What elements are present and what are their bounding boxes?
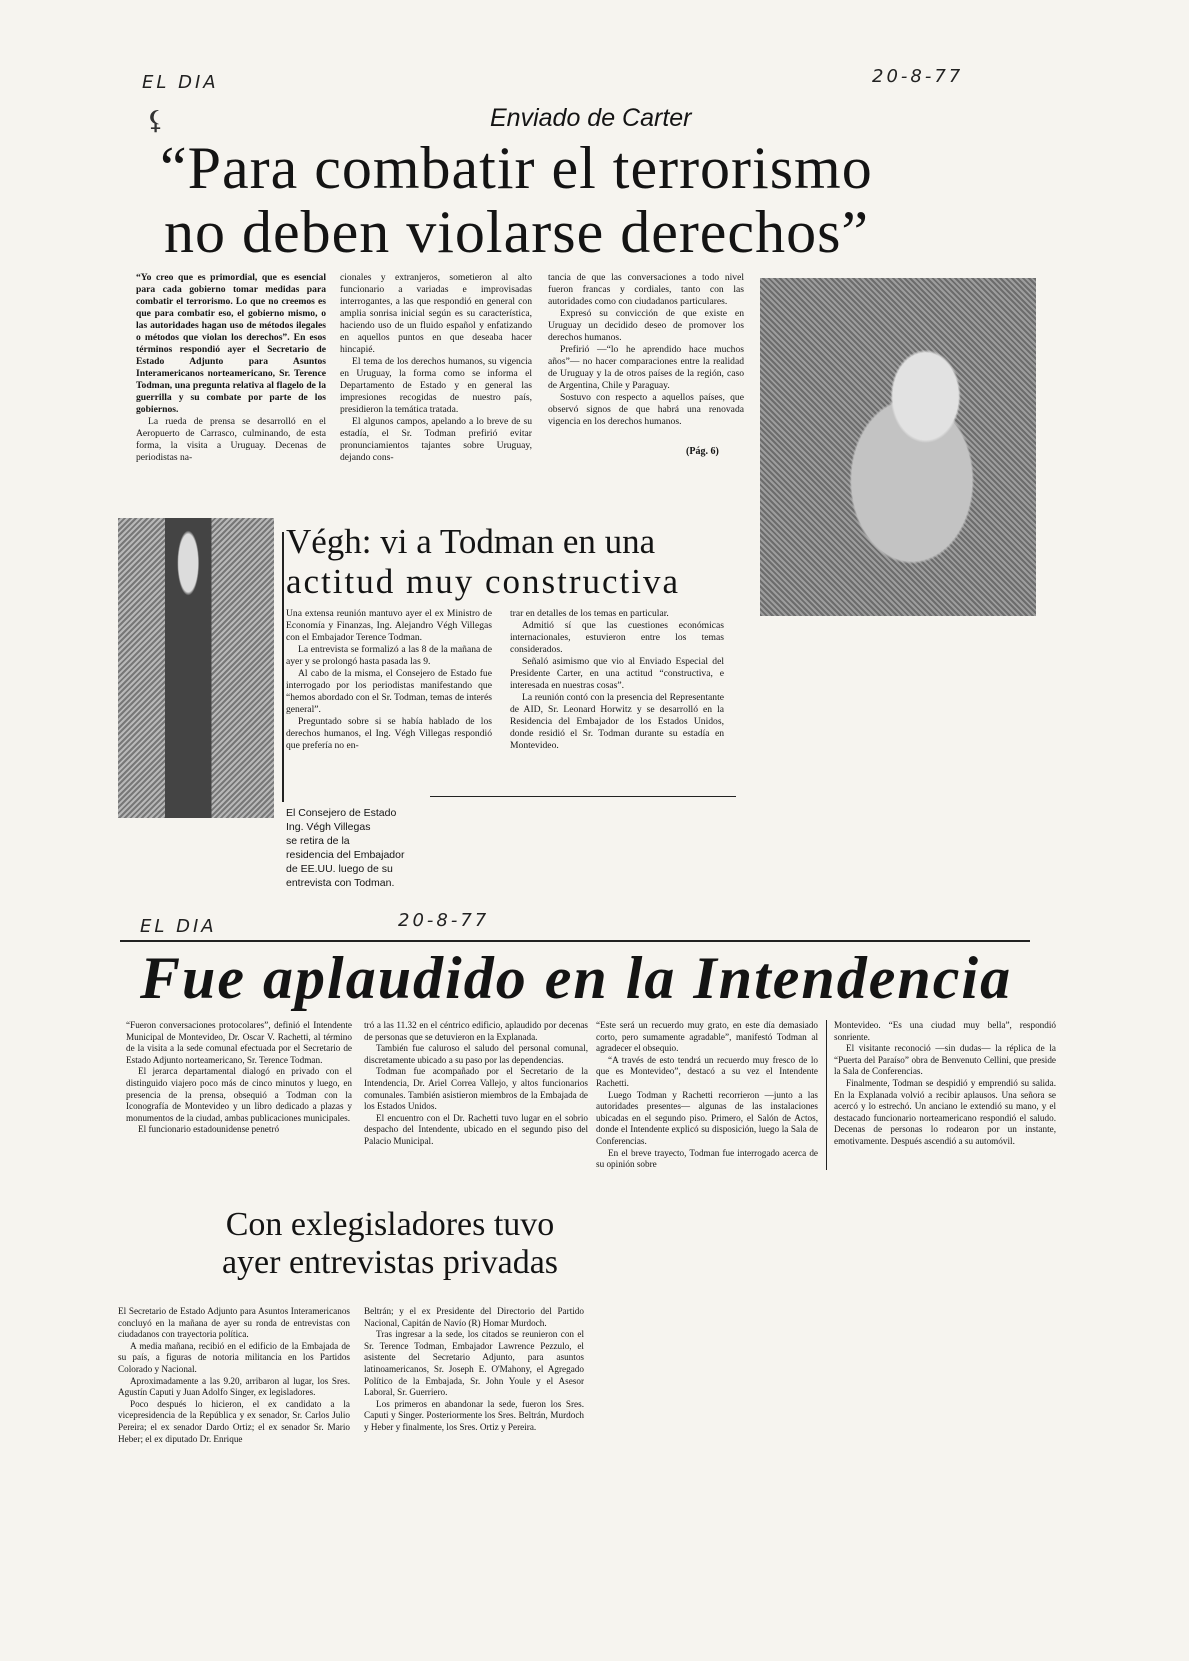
caption-line: El Consejero de Estado: [286, 807, 397, 819]
paragraph: En el breve trayecto, Todman fue interrogado acerca de su opinión sobre: [596, 1147, 818, 1170]
paragraph: Tras ingresar a la sede, los citados se reunieron con el Sr. Terence Todman, Embajador Lawrence Pezzulo, el asistente del Secretario Adjunto, para asuntos latinoamericanos, Sr. Joseph E. O'Mahony, el Agregado Político de la Embajada, Sr. John Youle y el Asesor Laboral, Sr. Guerriero.: [364, 1329, 584, 1398]
paragraph: Luego Todman y Rachetti recorrieron —junto a las autoridades presentes— algunas de las instalaciones ubicadas en el segundo piso. Primero, el Salón de Actos, donde el Intendente explicó su disposición, luego la Sala de Conferencias.: [596, 1089, 818, 1146]
handwritten-paper-name: EL DIA: [140, 916, 217, 937]
paragraph: Prefirió —“lo he aprendido hace muchos años”— no hacer comparaciones entre la realidad de Uruguay y la de otros países de la región, caso de Argentina, Chile y Paraguay.: [548, 344, 744, 391]
rule: [120, 940, 1030, 942]
paragraph: Aproximadamente a las 9.20, arribaron al lugar, los Sres. Agustín Caputi y Juan Adolfo Singer, ex legisladores.: [118, 1375, 350, 1398]
intendencia-column-2: [364, 1020, 588, 1148]
handwritten-date: 20-8-77: [398, 910, 490, 931]
paragraph: Una extensa reunión mantuvo ayer el ex Ministro de Economía y Finanzas, Ing. Alejandro Végh Villegas con el Embajador Terence Todman.: [286, 608, 492, 643]
rule: [430, 796, 736, 797]
page-reference: (Pág. 6): [686, 446, 719, 457]
paragraph: La reunión contó con la presencia del Representante de AID, Sr. Leonard Horwitz y se desarrolló en la Residencia del Embajador de los Estados Unidos, donde residió el Sr. Todman durante su estadía en Montevideo.: [510, 692, 724, 751]
paragraph: El funcionario estadounidense penetró: [138, 1124, 280, 1135]
headline-2: Fue aplaudido en la Intendencia: [140, 945, 1013, 1011]
paragraph: El Secretario de Estado Adjunto para Asuntos Interamericanos concluyó en la mañana de ayer su ronda de entrevistas con ciudadanos con trayectoria política.: [118, 1306, 350, 1340]
caption-line: entrevista con Todman.: [286, 877, 395, 889]
paragraph: “Este será un recuerdo muy grato, en este día demasiado corto, pero sumamente agradable”, manifestó Todman al agradecer el obsequio.: [596, 1020, 818, 1054]
headline-3-line-2: ayer entrevistas privadas: [221, 1244, 559, 1281]
paragraph: “A través de esto tendrá un recuerdo muy fresco de lo que es Montevideo”, destacó a su vez el Intendente Rachetti.: [596, 1054, 818, 1088]
paragraph: El encuentro con el Dr. Rachetti tuvo lugar en el sobrio despacho del Intendente, ubicado en el segundo piso del Palacio Municipal.: [364, 1112, 588, 1146]
photo-vegh: [118, 518, 274, 818]
paragraph: Expresó su convicción de que existe en Uruguay un decidido deseo de promover los derechos humanos.: [548, 308, 744, 343]
paragraph: trar en detalles de los temas en particular.: [510, 608, 669, 619]
paragraph: Los primeros en abandonar la sede, fueron los Sres. Caputi y Singer. Posteriormente los Sres. Beltrán, Murdoch y Heber y finalmente, los Sres. Ortiz y Pereira.: [364, 1398, 584, 1432]
vegh-headline-line-1: Végh: vi a Todman en una: [286, 522, 656, 561]
kicker: Enviado de Carter: [490, 104, 692, 132]
handwritten-paper-name: EL DIA: [142, 72, 219, 93]
intendencia-column-4: [834, 1020, 1056, 1148]
paragraph: Preguntado sobre si se había hablado de los derechos humanos, el Ing. Végh Villegas respondió que prefería no en-: [286, 716, 492, 751]
paragraph: Beltrán; y el ex Presidente del Directorio del Partido Nacional, Capitán de Navío (R) Homar Murdoch.: [364, 1306, 584, 1328]
caption-line: Ing. Végh Villegas: [286, 821, 371, 833]
article-column-2: [340, 272, 532, 464]
paragraph: Al cabo de la misma, el Consejero de Estado fue interrogado por los periodistas manifestando que “hemos abordado con el Sr. Todman, temas de interés general”.: [286, 668, 492, 715]
paragraph: El jerarca departamental dialogó en privado con el distinguido viajero poco más de cinco minutos y luego, en presencia de la prensa, obsequió a Todman con la Iconografía de Montevideo y un libro dedicado a plazas y monumentos de la ciudad, ambas publicaciones municipales.: [126, 1066, 352, 1123]
photo-caption: [286, 806, 404, 890]
vegh-column-2: [510, 608, 724, 752]
intendencia-column-3: [596, 1020, 818, 1171]
article-column-1: [136, 272, 326, 464]
vegh-headline: [286, 522, 736, 602]
article-column-3: [548, 272, 744, 428]
paragraph: La rueda de prensa se desarrolló en el Aeropuerto de Carrasco, culminando, de esta forma, la visita a Uruguay. Decenas de periodistas na-: [136, 416, 326, 463]
caption-line: residencia del Embajador: [286, 849, 405, 861]
paragraph: La entrevista se formalizó a las 8 de la mañana de ayer y se prolongó hasta pasada las 9.: [286, 644, 492, 667]
column-rule: [282, 532, 284, 802]
headline-line-1: “Para combatir el terrorismo: [160, 135, 873, 201]
intendencia-column-1: [126, 1020, 352, 1136]
headline-line-2: no deben violarse derechos”: [164, 199, 870, 265]
paragraph: A media mañana, recibió en el edificio de la Embajada de su país, a figuras de notoria militancia en los Partidos Colorado y Nacional.: [118, 1340, 350, 1374]
exlegisladores-column-2: [364, 1306, 584, 1434]
caption-line: se retira de la: [286, 835, 350, 847]
paragraph: “Fueron conversaciones protocolares”, definió el Intendente Municipal de Montevideo, Dr. Oscar V. Rachetti, al término de la visita a la sede comunal efectuada por el Secretario de Estado Adjunto norteamericano, Sr. Terence Todman.: [126, 1020, 352, 1065]
paragraph: El algunos campos, apelando a lo breve de su estadía, el Sr. Todman prefirió evitar pronunciamientos tajantes sobre Uruguay, dejando cons-: [340, 416, 532, 463]
paragraph: tancia de que las conversaciones a todo nivel fueron francas y cordiales, tanto con las autoridades como con ciudadanos particulares.: [548, 272, 744, 307]
column-rule: [826, 1020, 827, 1170]
handwritten-mark: ⚸: [146, 106, 166, 136]
paragraph: Montevideo. “Es una ciudad muy bella”, respondió sonriente.: [834, 1020, 1056, 1042]
vegh-headline-line-2: actitud muy constructiva: [286, 562, 681, 601]
paragraph: Admitió sí que las cuestiones económicas internacionales, estuvieron entre los temas considerados.: [510, 620, 724, 655]
paragraph: El tema de los derechos humanos, su vigencia en Uruguay, la forma como se informa el Departamento de Estado y en general las impresiones recogidas de nuestro país, presidieron la temática tratada.: [340, 356, 532, 415]
headline-3: [180, 1206, 600, 1282]
photo-todman: [760, 278, 1036, 616]
paragraph: Todman fue acompañado por el Secretario de la Intendencia, Dr. Ariel Correa Vallejo, y altos funcionarios comunales. También asistieron miembros de la Embajada de los Estados Unidos.: [364, 1066, 588, 1112]
paragraph: “Yo creo que es primordial, que es esencial para cada gobierno tomar medidas para combatir el terrorismo. Lo que no creemos es que para combatir eso, el gobierno mismo, o las autoridades hagan uso de métodos ilegales o métodos que violan los derechos”. En esos términos respondió ayer el Secretario de Estado Adjunto para Asuntos Interamericanos norteamericano, Sr. Terence Todman, una pregunta relativa al flagelo de la guerrilla y su combate por parte de los gobiernos.: [136, 272, 326, 415]
handwritten-date: 20-8-77: [872, 66, 964, 87]
headline: [160, 136, 1040, 264]
headline-3-line-1: Con exlegisladores tuvo: [225, 1206, 555, 1243]
paragraph: Poco después lo hicieron, el ex candidato a la vicepresidencia de la República y ex senador, Sr. Carlos Julio Pereira; el ex senador Dardo Ortiz; el ex senador Sr. Mario Heber; el ex diputado Dr. Enrique: [118, 1398, 350, 1444]
vegh-column-1: [286, 608, 492, 752]
paragraph: Sostuvo con respecto a aquellos países, que observó signos de que habrá una renovada vigencia en los derechos humanos.: [548, 392, 744, 427]
paragraph: El visitante reconoció —sin dudas— la réplica de la “Puerta del Paraíso” obra de Benvenuto Cellini, que preside la Sala de Conferencias.: [834, 1043, 1056, 1077]
paragraph: cionales y extranjeros, sometieron al alto funcionario a variadas e improvisadas interrogantes, a las que respondió en general con amplia sonrisa inicial según es su característica, haciendo uso de un fluido español y enfatizando en aquellos puntos en que deseaba hacer hincapié.: [340, 272, 532, 355]
paragraph: Finalmente, Todman se despidió y emprendió su salida. En la Explanada volvió a recibir aplausos. Una señora se acercó y lo estrechó. Un anciano le extendió su mano, y el destacado funcionario norteamericano respondió el saludo. Decenas de personas lo rodearon por un instante, emotivamente. Después ascendió a su automóvil.: [834, 1077, 1056, 1146]
caption-line: de EE.UU. luego de su: [286, 863, 393, 875]
paragraph: También fue caluroso el saludo del personal comunal, discretamente ubicado a su paso por las dependencias.: [364, 1043, 588, 1065]
paragraph: tró a las 11.32 en el céntrico edificio, aplaudido por decenas de personas que se detuvieron en la Explanada.: [364, 1020, 588, 1042]
exlegisladores-column-1: [118, 1306, 350, 1445]
paragraph: Señaló asimismo que vio al Enviado Especial del Presidente Carter, en una actitud “constructiva, e interesada en nuestras cosas”.: [510, 656, 724, 691]
